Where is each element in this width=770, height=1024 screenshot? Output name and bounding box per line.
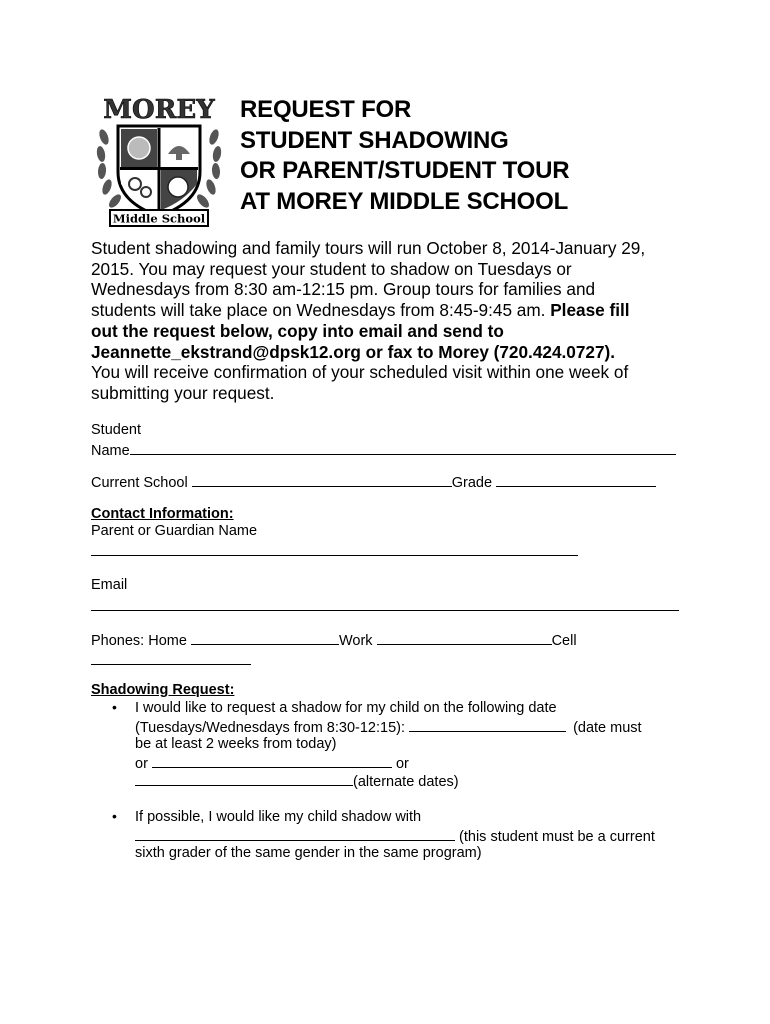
- bullet-icon: •: [112, 808, 117, 824]
- school-grade-row: [91, 473, 656, 492]
- title-line-4: AT MOREY MIDDLE SCHOOL: [240, 187, 569, 215]
- phone-work-field[interactable]: [377, 631, 552, 645]
- guardian-name-label: Parent or Guardian Name: [91, 523, 258, 539]
- student-name-label: Name: [91, 443, 130, 459]
- intro-line-4: [91, 300, 691, 321]
- intro-line-5: out the request below, copy into email and send to: [91, 320, 504, 341]
- shadowing-request-heading: Shadowing Request:: [91, 682, 235, 698]
- intro-line-8: submitting your request.: [91, 382, 275, 403]
- request-1-alt-row-2: [135, 772, 459, 791]
- student-name-field[interactable]: [130, 441, 676, 455]
- title-line-3: OR PARENT/STUDENT TOUR: [240, 157, 570, 184]
- request-1-line-2: [135, 718, 642, 737]
- logo-banner-text: Middle School: [112, 211, 206, 226]
- title-line-1: REQUEST FOR: [240, 96, 412, 123]
- intro-line-6-email-fax: Jeannette_ekstrand@dpsk12.org or fax to Morey (720.424.0727).: [91, 341, 616, 362]
- current-school-label: Current School: [91, 475, 188, 491]
- preferred-date-field[interactable]: [409, 718, 566, 732]
- guardian-name-field[interactable]: [91, 555, 578, 556]
- intro-line-3: Wednesdays from 8:30 am-12:15 pm. Group tours for families and: [91, 279, 596, 300]
- request-1-alt-row-1: [135, 754, 409, 773]
- phones-row: [91, 631, 577, 650]
- phone-cell-label: Cell: [551, 633, 577, 649]
- request-1-date-note: (date must: [573, 720, 642, 736]
- phone-home-label: Phones: Home: [91, 633, 187, 649]
- or-label-1: or: [135, 756, 148, 772]
- contact-information-heading: Contact Information:: [91, 506, 234, 522]
- logo-banner: [110, 210, 208, 226]
- morey-crest-logo: [90, 92, 228, 232]
- student-label-line-1: Student: [91, 422, 141, 438]
- email-field[interactable]: [91, 610, 679, 611]
- alternate-date-field-1[interactable]: [152, 754, 392, 768]
- intro-line-4-text: students will take place on Wednesdays from 8:45-9:45 am.: [91, 300, 551, 321]
- request-2-note: (this student must be a current: [459, 829, 655, 845]
- email-label: Email: [91, 577, 128, 593]
- intro-paragraph: [91, 238, 691, 404]
- request-2-line-3: sixth grader of the same gender in the same program): [135, 845, 482, 861]
- grade-label: Grade: [451, 475, 493, 491]
- request-1-date-label: (Tuesdays/Wednesdays from 8:30-12:15):: [135, 720, 405, 736]
- intro-line-4-bold: Please fill: [550, 300, 630, 321]
- current-school-field[interactable]: [192, 473, 452, 487]
- student-name-row: [91, 441, 676, 460]
- or-label-2: or: [395, 756, 409, 772]
- grade-field[interactable]: [496, 473, 656, 487]
- alternate-dates-label: (alternate dates): [353, 774, 459, 790]
- request-1-line-1: I would like to request a shadow for my child on the following date: [135, 700, 557, 716]
- page-title: [240, 95, 569, 217]
- intro-line-7: You will receive confirmation of your scheduled visit within one week of: [91, 362, 629, 383]
- request-2-line-1: If possible, I would like my child shadow with: [135, 809, 422, 825]
- request-1-line-3: be at least 2 weeks from today): [135, 736, 337, 752]
- request-2-line-2: [135, 827, 655, 846]
- phone-home-field[interactable]: [191, 631, 339, 645]
- shield-icon: [118, 126, 200, 216]
- title-line-2: STUDENT SHADOWING: [240, 126, 509, 154]
- phone-cell-field[interactable]: [91, 664, 251, 665]
- phone-work-label: Work: [338, 633, 373, 649]
- bullet-icon: •: [112, 699, 117, 715]
- intro-line-1: Student shadowing and family tours will run October 8, 2014-January 29,: [91, 238, 646, 258]
- intro-line-2: 2015. You may request your student to shadow on Tuesdays or: [91, 258, 572, 279]
- shadow-student-field[interactable]: [135, 827, 455, 841]
- logo-top-text: MOREY: [103, 95, 215, 125]
- alternate-date-field-2[interactable]: [135, 772, 353, 786]
